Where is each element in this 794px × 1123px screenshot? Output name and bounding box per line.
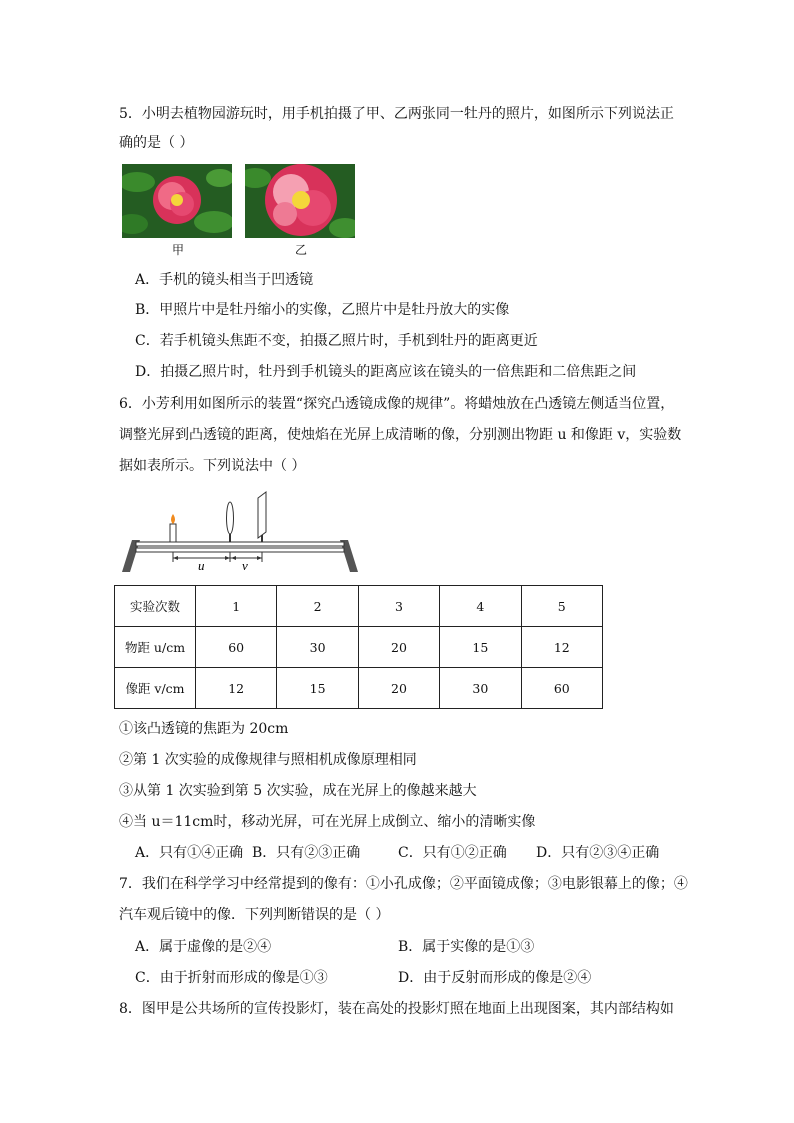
q6-option-a: A．只有①④正确 [135,845,244,861]
q8-stem-line1: 8．图甲是公共场所的宣传投影灯，装在高处的投影灯照在地面上出现图案，其内部结构如 [119,1001,674,1017]
caption-jia: 甲 [172,243,185,257]
table-cell: 60 [196,627,277,668]
candle [170,524,176,542]
caption-yi: 乙 [295,243,308,257]
q5-option-b: B．甲照片中是牡丹缩小的实像，乙照片中是牡丹放大的实像 [135,302,510,318]
table-cell: 3 [358,586,439,627]
q5-option-c: C．若手机镜头焦距不变，拍摄乙照片时，手机到牡丹的距离更近 [135,333,538,349]
q6-stem-line2: 调整光屏到凸透镜的距离，使烛焰在光屏上成清晰的像，分别测出物距 u 和像距 v，实验数 [119,427,682,443]
q6-stem-line3: 据如表所示。下列说法中（ ） [119,458,306,474]
table-row [115,586,603,627]
q6-statement-4: ④当 u＝11cm时，移动光屏，可在光屏上成倒立、缩小的清晰实像 [119,814,536,830]
table-cell: 12 [521,627,602,668]
table-cell: 2 [277,586,358,627]
peony-photo-jia [122,164,232,238]
table-cell: 30 [440,668,521,709]
q6-statement-3: ③从第 1 次实验到第 5 次实验，成在光屏上的像越来越大 [119,783,477,799]
q6-option-d: D．只有②③④正确 [536,845,660,861]
convex-lens [227,502,234,534]
q5-option-a: A．手机的镜头相当于凹透镜 [135,272,314,288]
table-cell: 5 [521,586,602,627]
q6-option-b: B．只有②③正确 [252,845,361,861]
q6-stem-line1: 6．小芳利用如图所示的装置“探究凸透镜成像的规律”。将蜡烛放在凸透镜左侧适当位置， [119,396,675,412]
optical-bench-figure [118,488,358,574]
table-cell: 20 [358,627,439,668]
light-screen [258,492,266,538]
table-cell: 物距 u/cm [115,627,196,668]
table-cell: 15 [440,627,521,668]
table-cell: 像距 v/cm [115,668,196,709]
table-row [115,668,603,709]
q7-option-c: C．由于折射而形成的像是①③ [135,970,328,986]
label-v: v [242,558,248,573]
q7-option-b: B．属于实像的是①③ [398,939,535,955]
table-cell: 15 [277,668,358,709]
q5-option-d: D．拍摄乙照片时，牡丹到手机镜头的距离应该在镜头的一倍焦距和二倍焦距之间 [135,364,637,380]
q5-stem-line1: 5．小明去植物园游玩时，用手机拍摄了甲、乙两张同一牡丹的照片，如图所示下列说法正 [119,106,674,122]
q6-option-c: C．只有①②正确 [398,845,507,861]
peony-photo-yi [245,164,355,238]
q6-statement-1: ①该凸透镜的焦距为 20cm [119,721,289,737]
q6-statement-2: ②第 1 次实验的成像规律与照相机成像原理相同 [119,752,417,768]
table-cell: 4 [440,586,521,627]
q7-option-a: A．属于虚像的是②④ [135,939,272,955]
q7-stem-line2: 汽车观后镜中的像．下列判断错误的是（ ） [119,907,390,923]
label-u: u [198,558,205,573]
candle-flame [171,514,175,524]
table-cell: 60 [521,668,602,709]
table-row [115,627,603,668]
experiment-data-table [114,585,603,709]
table-cell: 20 [358,668,439,709]
table-cell: 12 [196,668,277,709]
table-cell: 实验次数 [115,586,196,627]
table-cell: 1 [196,586,277,627]
table-cell: 30 [277,627,358,668]
q5-stem-line2: 确的是（ ） [119,135,194,151]
q7-option-d: D．由于反射而形成的像是②④ [398,970,592,986]
q7-stem-line1: 7．我们在科学学习中经常提到的像有：①小孔成像；②平面镜成像；③电影银幕上的像；④ [119,876,688,892]
